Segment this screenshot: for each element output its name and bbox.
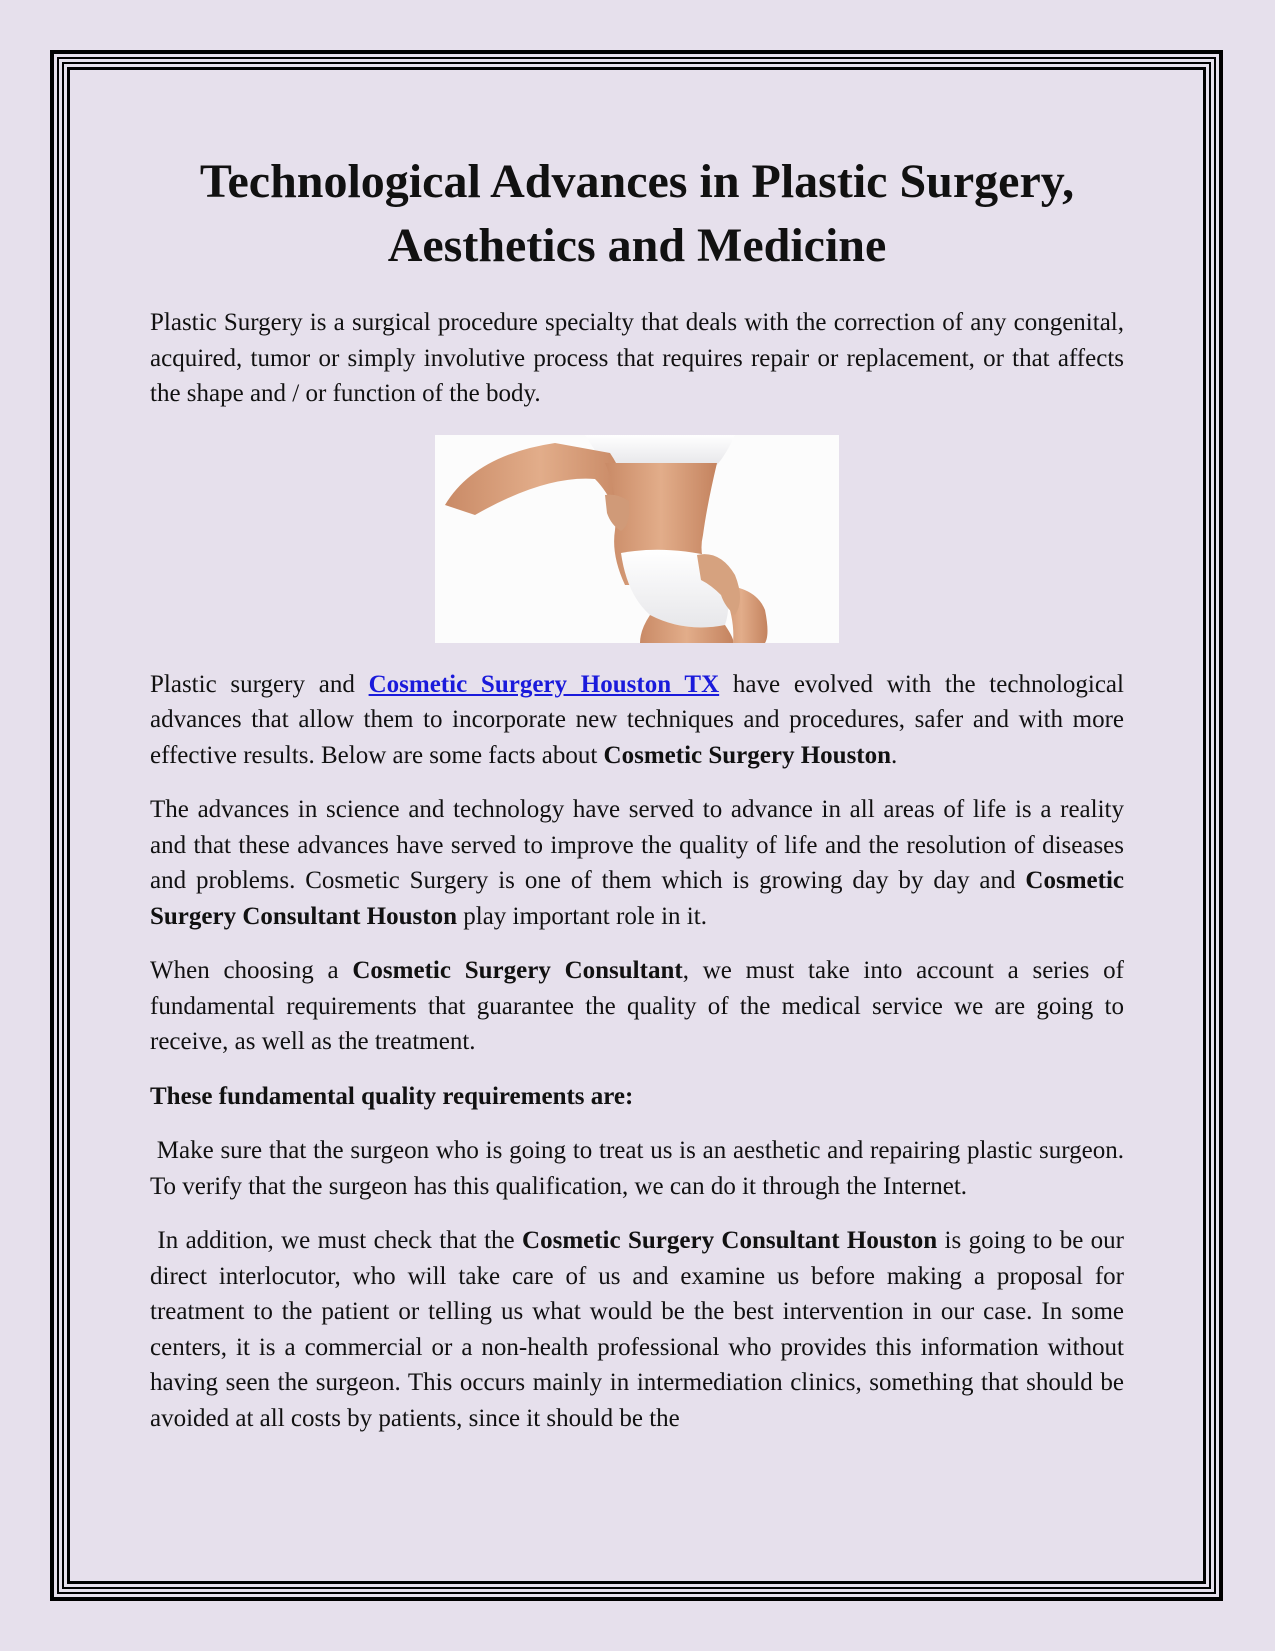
intro-paragraph: Plastic Surgery is a surgical procedure specialty that deals with the correction of any congenital, acquired, tumor or simply involutive process that requires repair or replacement, or that affects the shape and / or function of the body.	[150, 309, 1124, 407]
document-body	[150, 150, 1131, 1436]
paragraph-choosing-consultant: When choosing a Cosmetic Surgery Consultant, we must take into account a series of fundamental requirements that guarantee the quality of the medical service we are going to receive, as well as the treatment.	[150, 957, 1124, 1055]
paragraph-advances: The advances in science and technology have served to advance in all areas of life is a reality and that these advances have served to improve the quality of life and the resolution of diseases and problems. Cosmetic Surgery is one of them which is growing day by day and Cosmetic Surgery Consultant Houston play important role in it.	[150, 796, 1124, 930]
figure-container	[150, 435, 1124, 643]
woman-torso-photo	[435, 435, 839, 643]
paragraph-direct-interlocutor: In addition, we must check that the Cosmetic Surgery Consultant Houston is going to be our direct interlocutor, who will take care of us and examine us before making a proposal for treatment to the patient or telling us what would be the best intervention in our case. In some centers, it is a commercial or a non-health professional who provides this information without having seen the surgeon. This occurs mainly in intermediation clinics, something that should be avoided at all costs by patients, since it should be the	[150, 1227, 1131, 1432]
cosmetic-surgery-houston-tx-link[interactable]: Cosmetic Surgery Houston TX	[368, 670, 720, 698]
paragraph-surgeon-qualification: Make sure that the surgeon who is going to treat us is an aesthetic and repairing plastic surgeon. To verify that the surgeon has this qualification, we can do it through the Internet.	[150, 1137, 1130, 1200]
requirements-heading: These fundamental quality requirements are:	[150, 1082, 634, 1110]
paragraph-cosmetic-surgery-intro: Plastic surgery and Cosmetic Surgery Houston TX have evolved with the technological advances that allow them to incorporate new techniques and procedures, safer and with more effective results. Below are some facts about Cosmetic Surgery Houston.	[150, 670, 1124, 769]
woman-torso-photo-icon	[435, 435, 839, 643]
page-title: Technological Advances in Plastic Surgery, Aesthetics and Medicine	[199, 155, 1075, 272]
